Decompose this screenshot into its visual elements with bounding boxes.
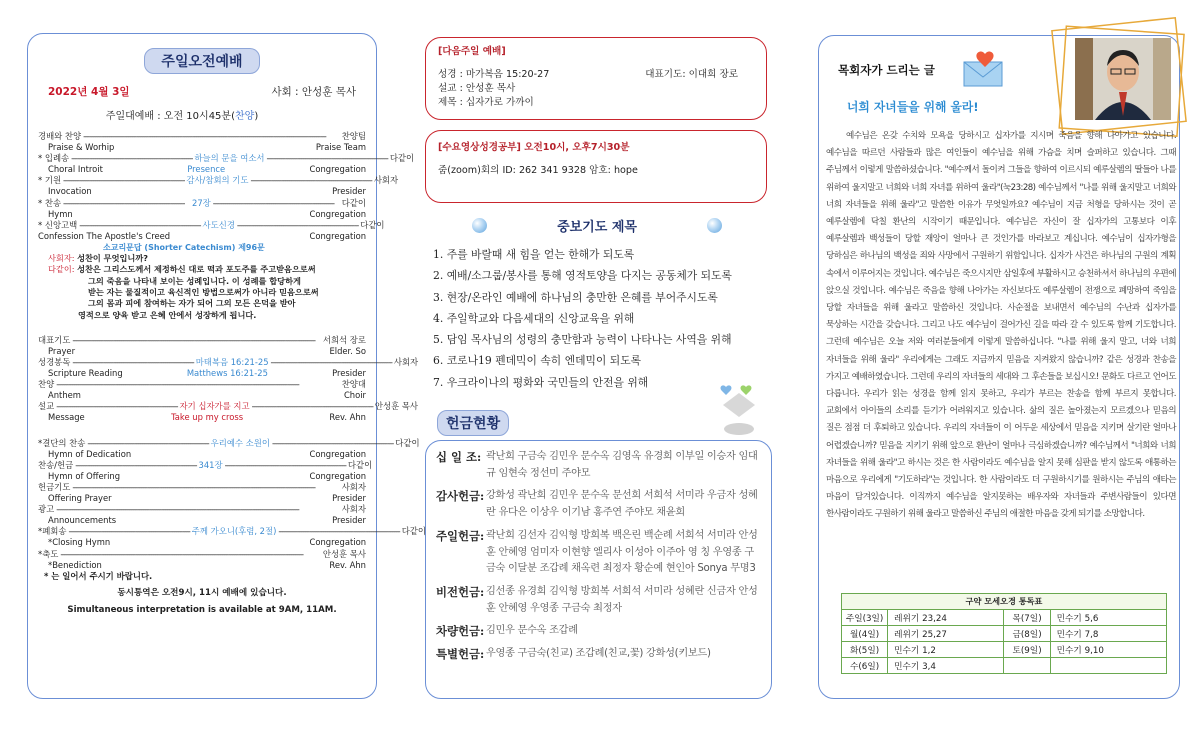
wednesday-study-box: [425, 130, 767, 203]
order-item-en: Message Take up my cross Rev. Ahn: [48, 412, 366, 423]
order-item-en: Hymn of Offering Congregation: [48, 470, 366, 481]
prayer-item: 4. 주일학교와 다음세대의 신앙교육을 위해: [433, 311, 635, 325]
order-item-en: Hymn of Dedication Congregation: [48, 448, 366, 459]
offering-box: [425, 440, 772, 699]
prayer-item: 7. 우크라이나의 평화와 국민들의 안전을 위해: [433, 375, 649, 389]
offering-row: 비전헌금: 김선종 유경희 김익형 방희복 서희석 서미라 성혜란 신금자 안성훈 안혜영 우영종 구금숙 최정자: [436, 584, 758, 614]
order-item-en: Offering Prayer Presider: [48, 493, 366, 504]
order-item-en: Anthem Choir: [48, 390, 366, 401]
prayer-item: 6. 코로나19 펜데믹이 속히 엔데믹이 되도록: [433, 354, 642, 368]
table-row: 주일(3일) 레위기 23,24 목(7일) 민수기 5,6: [842, 610, 1167, 626]
pastor-header: 목회자가 드리는 글: [838, 63, 935, 77]
table-row: 월(4일) 레위기 25,27 금(8일) 민수기 7,8: [842, 626, 1167, 642]
order-item-en: Hymn Congregation: [48, 208, 366, 219]
order-item: * 신앙고백 ------------------------------------------------------------ 사도신경 ------------------------------------------------------------ 다같이: [38, 219, 385, 230]
pastor-letter-panel: [818, 35, 1180, 699]
order-item: *폐회송 ------------------------------------------------------------ 주께 가오니(후렴, 2절) ------------------------------------------------------------ 다같이: [38, 526, 426, 537]
letter-title: 너희 자녀들을 위해 울라!: [847, 100, 979, 114]
order-list: [38, 131, 426, 616]
order-item: * 입례송 ------------------------------------------------------------ 하늘의 문을 여소서 ------------------------------------------------------------ 다같이: [38, 153, 415, 164]
order-item-en: Confession The Apostle's Creed Congregation: [38, 230, 366, 241]
order-item-en: Prayer Elder. So: [48, 345, 366, 356]
worship-time: 주일대예배 : 오전 10시45분(찬양): [105, 111, 259, 122]
reading-schedule-table: [841, 593, 1167, 674]
order-item: *축도 ------------------------------------------------------------------------------------------------------------------------ 안성훈 목사: [38, 548, 366, 559]
order-item-en: Praise & Worhip Praise Team: [48, 142, 366, 153]
order-item: 경배와 찬양 ------------------------------------------------------------------------------------------------------------------------ 찬양팀: [38, 131, 366, 141]
worship-date: 2022년 4월 3일: [48, 86, 130, 98]
offering-row: 특별헌금: 우영종 구금숙(친교) 조갑례(친교,꽃) 강화성(키보드): [436, 647, 711, 662]
catechism-qa: 사회자: 성찬이 무엇입니까? 다같이: 성찬은 그리스도께서 제정하신 대로 떡과 포도주를 주고받음으로써 그의 죽음을 나타내 보이는 성례입니다. 이 성례를 합당하게 받는 자는 물질적이고 육신적인 방법으로써가 아니라 믿음으로써 그의 몸과 피에 참여하는 자가 되어 그의 모든 은덕을 받아 영적으로 양육 받고 은혜 안에서 성장하게 됩니다.: [48, 253, 319, 320]
prayer-item: 3. 현장/온라인 예배에 하나님의 충만한 은혜를 부어주시도록: [433, 290, 718, 304]
bubble-icon: [472, 218, 487, 233]
letter-body: 예수님은 온갖 수치와 모욕을 당하시고 십자가를 지시며 죽음을 향해 나아가고 있습니다. 예수님을 따르던 사람들과 많은 여인들이 예수님을 위해 가슴을 치며 슬퍼하고 있습니다. 그때 주님께서 이렇게 말씀하셨습니다. "예수께서 돌이켜 그들을 향하여 이르시되 예루살렘의 딸들아 나를 위하여 울지말고 너희와 너희 자녀를 위하여 울라"(눅23:28) 예수님께서 "나를 위해 울지말고 너희와 너희 자녀들을 위해 울라"고 말씀한 이유가 무엇일까요? 예수님이 지금 처형을 당하시는 것이 곧 예루살렘에 닥칠 환난의 시작이기 때문입니다. 예수님은 자신이 잘 십자가의 고통보다 이후 예루살렘과 백성들이 당할 재앙이 얼마나 큰 것인가를 바라보고 계십니다. 예수님이 십자가형을 당하심은 하나님의 백성을 죄와 사망에서 구원하기 위함입니다. 십자가 사건은 하나님의 구원의 계획 속에서 이루어지는 것입니다. 예수님은 죽으시지만 삼일후에 부활하시고 승천하셔서 하나님의 우편에 앉으실 것입니다. 예수님은 죽음을 향해 나아가는 자신보다도 예루살렘이 전쟁으로 폐망하여 죽임을 당할 자녀들을 위해 울라고 말씀하신 것입니다. 사순절을 보내면서 예수님의 수난과 십자가를 묵상하는 시간을 갖습니다. 그리고 나도 예수님이 걸어가신 길을 따라 갈 수 있도록 함께 기도합니다. 그런데 예수님은 오늘 저와 여러분들에게 이렇게 말씀하십니다. "나를 위해 울지 말고, 너와 너희 자녀들을 위해 울라" 우리에게는 그래도 지금까지 믿음을 지켜왔지 않습니까? 같은 성경과 찬송을 가지고 예배하였습니다. 그런데 우리의 자녀들의 세대와 그 후손들을 보십시오! 문화도 다르고 언어도 다릅니다. 우리가 읽는 성경을 함께 읽지 못하고, 우리가 부르는 찬송을 함께 부르지 못합니다. 교회에서 아이들의 소리를 듣기가 어려워지고 있습니다. 삶의 질은 높아졌는지 모르겠으나 믿음의 질은 점점 더 후퇴하고 있습니다. 우리의 자녀들이 이 어두운 세상에서 믿음을 지키며 살기란 얼마나 어렵겠습니까? 믿음을 지키기 위해 앞으로 환난이 얼마나 극심하겠습니까? 예수님께서 "너희와 너희 자녀들을 위해 울라"고 하시는 것은 한 사람이라도 예수님을 알지 못해 심판을 받지 않도록 애통하는 마음으로 우리에게 "기도하라"는 것입니다. 한 사람이라도 더 구원하시기를 원하시는 주님의 애타는 마음이 담겨있습니다. 이직까지 예수님을 알지못하는 배우자와 자녀들과 주변사람들이 있다면 한사람이라도 구원하기 위해 울라고 말씀하신 주님의 애절한 마음을 갖게 되기를 소망합니다.: [826, 131, 1176, 520]
pastor-photo: [1049, 20, 1187, 136]
next-week-header: [다음주일 예배]: [438, 46, 506, 57]
offering-row: 차량헌금: 김민우 문수옥 조갑례: [436, 624, 578, 639]
order-item-en: Announcements Presider: [48, 515, 366, 526]
interpretation-ko: 동시통역은 오전9시, 11시 예배에 있습니다.: [117, 587, 287, 598]
prayer-list: [433, 244, 773, 393]
table-row: 수(6일) 민수기 3,4: [842, 658, 1167, 674]
prayer-item: 2. 예배/소그룹/봉사를 통해 영적토양을 다지는 공동체가 되도록: [433, 269, 732, 283]
order-item: *결단의 찬송 ------------------------------------------------------------ 우리예수 소원이 ------------------------------------------------------------ 다같이: [38, 437, 420, 448]
table-row: 화(5일) 민수기 1,2 토(9일) 민수기 9,10: [842, 642, 1167, 658]
prayer-title: 중보기도 제목: [557, 220, 637, 235]
offering-row: 십 일 조: 곽난희 구금숙 김민우 문수옥 김영옥 유경희 이부일 이승자 임대규 임현숙 정선미 주야모: [436, 450, 758, 479]
prayer-item: 1. 주를 바랄때 새 힘을 얻는 한해가 되도록: [433, 248, 635, 261]
moderator: 사회 : 안성훈 목사: [271, 86, 356, 98]
zoom-info: 줌(zoom)회의 ID: 262 341 9328 암호: hope: [438, 165, 638, 176]
interpretation-en: Simultaneous interpretation is available at 9AM, 11AM.: [67, 604, 337, 615]
order-item: 성경봉독 ------------------------------------------------------------ 마태복음 16:21-25 ------------------------------------------------------------ 사회자: [38, 357, 419, 367]
order-item: 대표기도 ------------------------------------------------------------------------------------------------------------------------ 서희석 장로: [38, 334, 366, 345]
order-item: 찬양 ------------------------------------------------------------------------------------------------------------------------ 찬양대: [38, 379, 366, 390]
prayer-item: 5. 담임 목사님의 성령의 충만함과 능력이 나타나는 사역을 위해: [433, 333, 732, 347]
offering-row: 주일헌금: 곽난희 김선자 김익형 방희복 백은린 백순례 서희석 서미라 안성훈 안혜영 엄미자 이현향 엘리사 이성아 이주아 영 칭 우영종 구금숙 이달분 조갑례 채옥련 최정자 황순예 현인아 Sonya 무명3: [436, 528, 758, 575]
next-week-box: [다음주일 예배] 성경 : 마가복음 15:20-27 대표기도: 이대희 장로 설교 : 안성훈 목사 제목 : 십자가로 가까이: [425, 37, 767, 120]
offering-row: 감사헌금: 강화성 곽난희 김민우 문수옥 문선희 서희석 서미라 우금자 성혜란 유다은 이상우 이기남 홍주연 주야모 채윤희: [436, 489, 758, 519]
worship-title: 주일오전예배: [144, 48, 259, 74]
order-item: 헌금기도 ------------------------------------------------------------------------------------------------------------------------ 사회자: [38, 481, 366, 492]
envelope-heart-icon: [961, 48, 1007, 88]
wednesday-header: [수요영상성경공부] 오전10시, 오후7시30분: [438, 142, 630, 153]
order-item-en: Choral Introit Presence Congregation: [48, 164, 366, 175]
order-item-en: Scripture Reading Matthews 16:21-25 Presider: [48, 368, 366, 379]
hearts-decoration-icon: [718, 377, 760, 437]
order-item: 광고 ------------------------------------------------------------------------------------------------------------------------ 사회자: [38, 504, 366, 515]
order-item: * 찬송 ------------------------------------------------------------ 27장 ------------------------------------------------------------ 다같이: [38, 197, 366, 208]
offering-title: 헌금현황: [437, 410, 509, 436]
order-item-en: *Benediction Rev. Ahn: [48, 559, 366, 570]
order-item-en: *Closing Hymn Congregation: [48, 537, 366, 548]
reading-table-header: 구약 모세오경 통독표: [842, 594, 1167, 610]
stand-note: * 는 일어서 주시기 바랍니다.: [44, 570, 153, 581]
order-item: 찬송/헌금 ------------------------------------------------------------ 341장 ------------------------------------------------------------ 다같이: [38, 459, 373, 470]
order-item: * 기원 ------------------------------------------------------------ 감사/참회의 기도 ------------------------------------------------------------ 사회자: [38, 175, 399, 186]
catechism: 소교리문답 (Shorter Catechism) 제96문: [103, 242, 265, 252]
worship-order-panel: [27, 33, 426, 699]
order-item-en: Invocation Presider: [48, 186, 366, 197]
order-item: 설교 ------------------------------------------------------------ 자기 십자가를 지고 ------------------------------------------------------------ 안성훈 목사: [38, 401, 419, 412]
bubble-icon: [707, 218, 722, 233]
